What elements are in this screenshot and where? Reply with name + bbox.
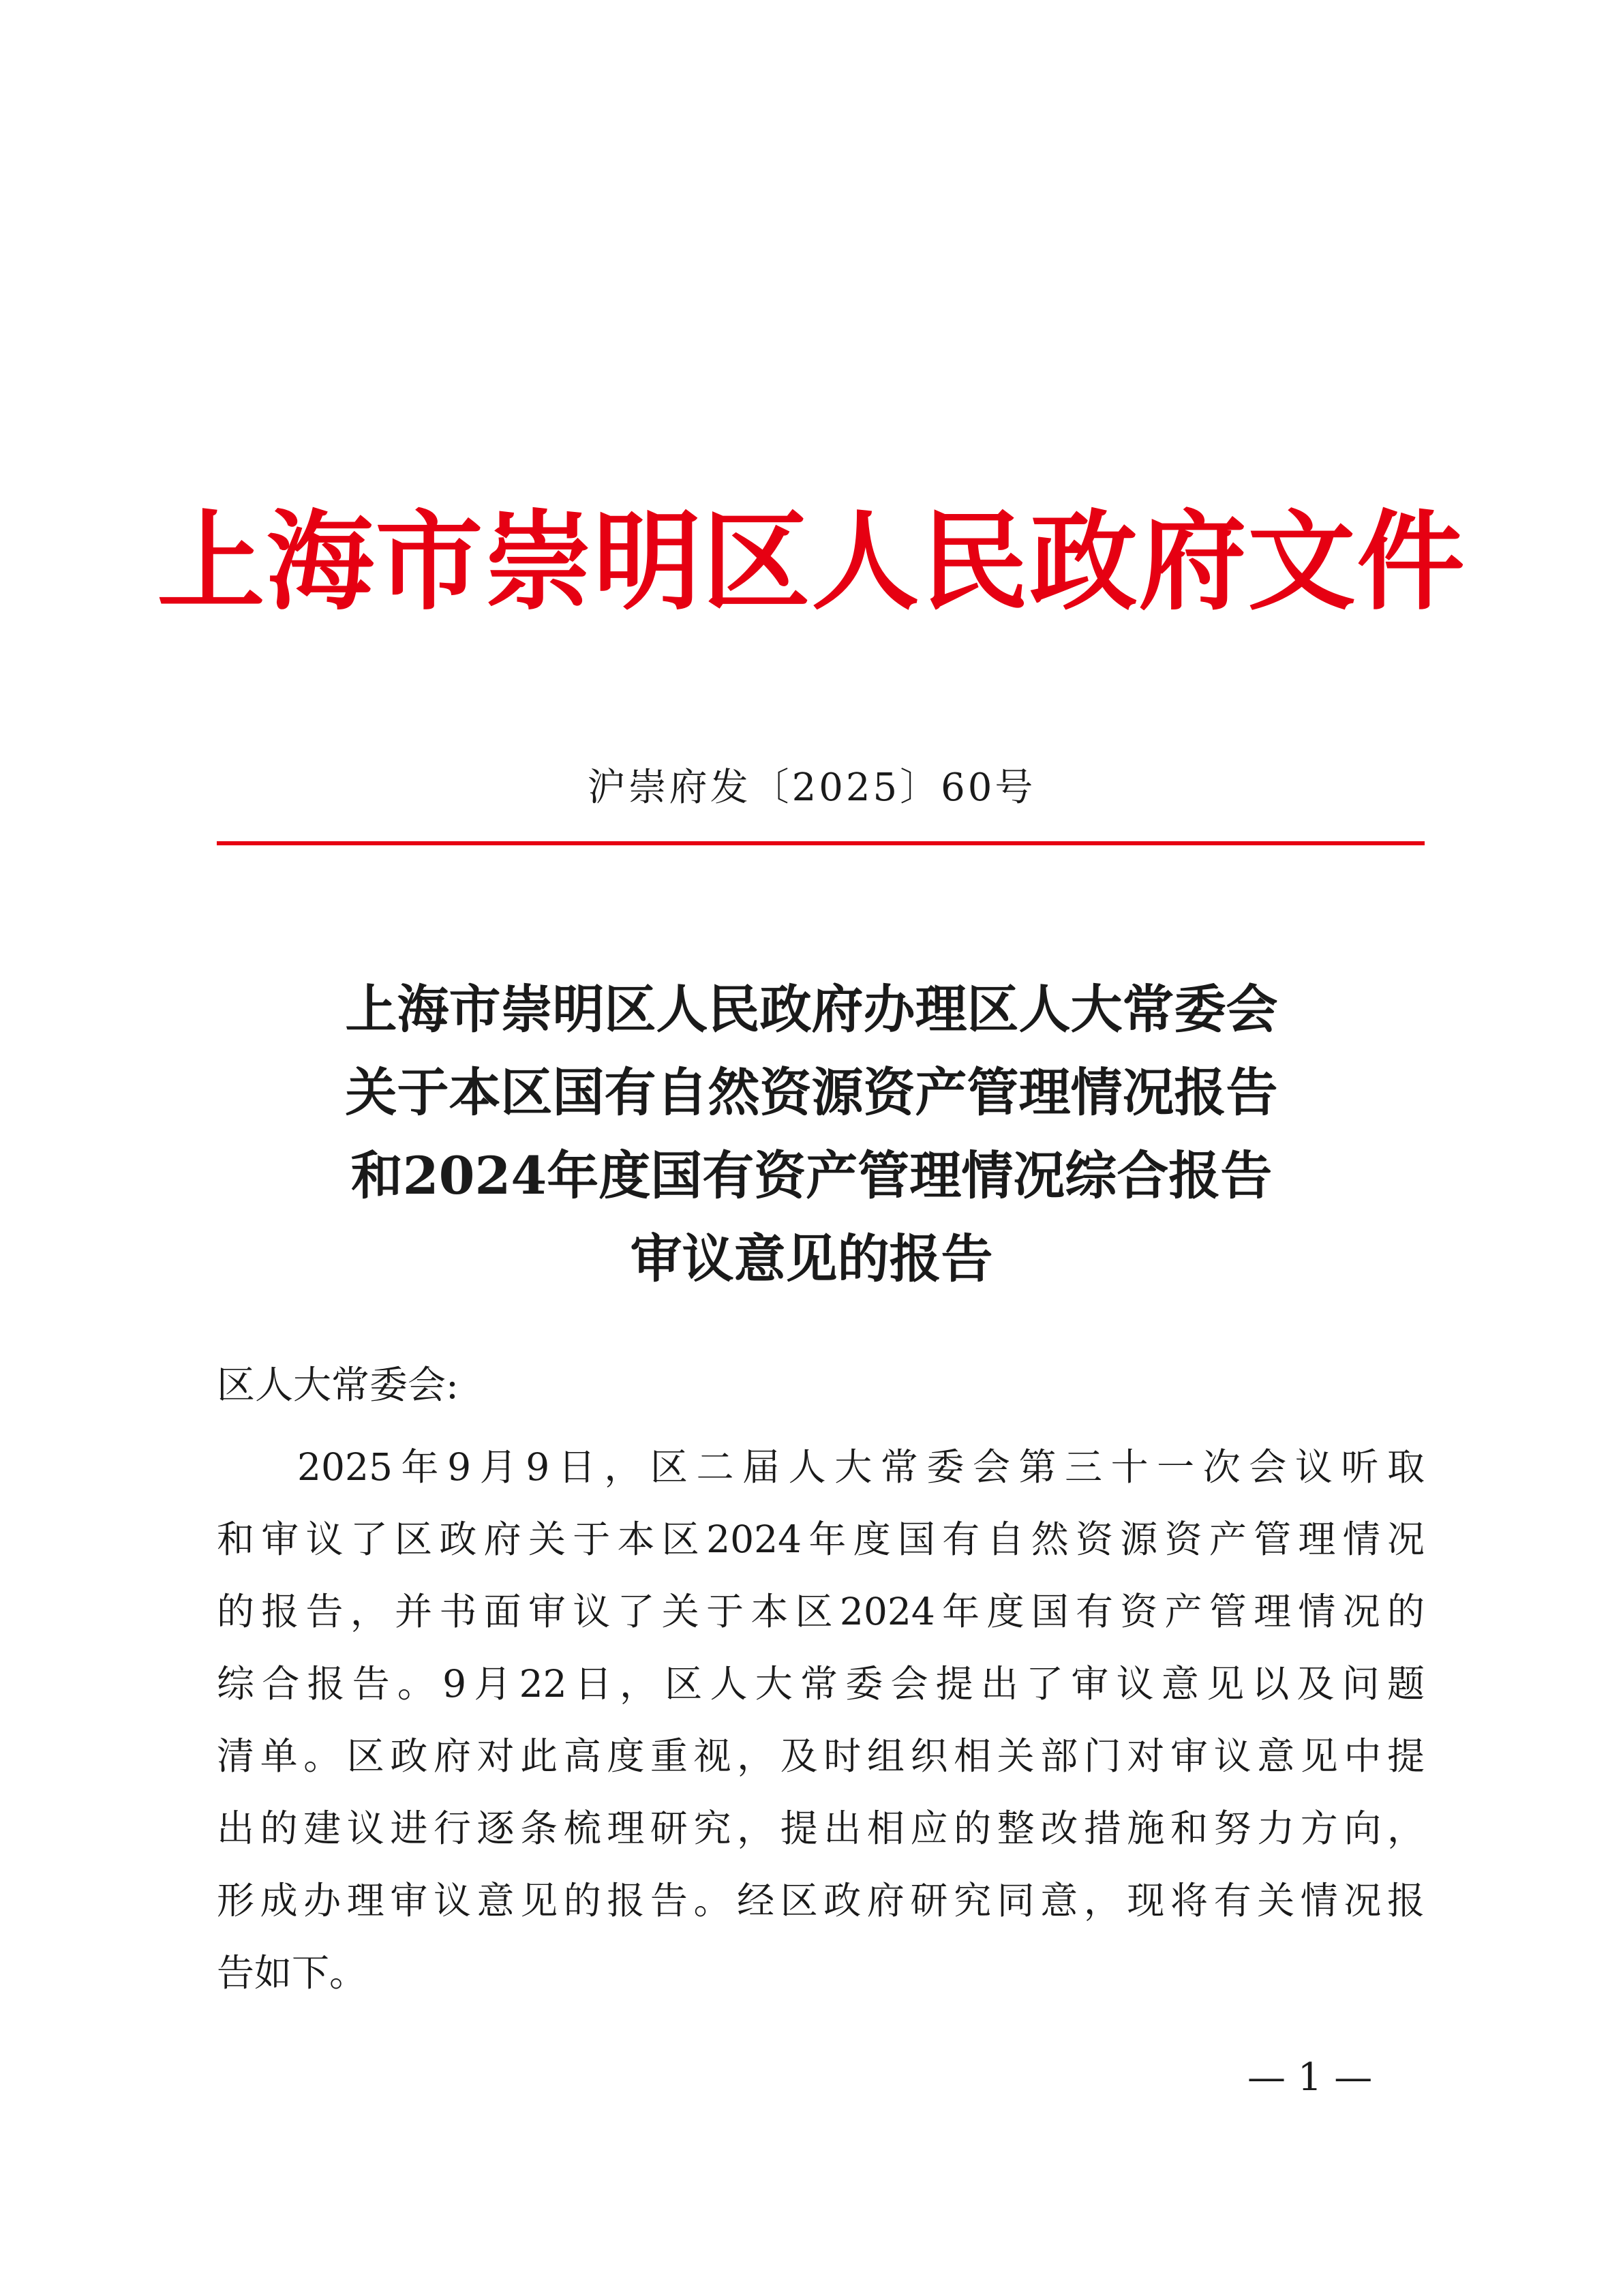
body-line: 清单。区政府对此高度重视，及时组织相关部门对审议意见中提 <box>217 1734 1425 1778</box>
title-line: 上海市崇明区人民政府办理区人大常委会 <box>345 979 1278 1040</box>
title-line: 审议意见的报告 <box>630 1228 993 1289</box>
title-line: 关于本区国有自然资源资产管理情况报告 <box>345 1062 1278 1123</box>
body-line: 的报告，并书面审议了关于本区2024年度国有资产管理情况的 <box>217 1590 1425 1633</box>
body-line: 2025年9月9日，区二届人大常委会第三十一次会议听取 <box>297 1445 1425 1489</box>
body-line: 形成办理审议意见的报告。经区政府研究同意，现将有关情况报 <box>217 1879 1425 1922</box>
red-divider-line <box>217 841 1425 845</box>
body-paragraph <box>217 1431 1425 2009</box>
document-number: 沪崇府发〔2025〕60号 <box>587 766 1036 810</box>
page-number: — 1 — <box>1247 2055 1373 2100</box>
document-masthead: 上海市崇明区人民政府文件 <box>157 499 1466 625</box>
body-line: 出的建议进行逐条梳理研究，提出相应的整改措施和努力方向， <box>217 1807 1425 1850</box>
body-line: 告如下。 <box>217 1951 367 1995</box>
body-line: 综合报告。9月22日，区人大常委会提出了审议意见以及问题 <box>217 1662 1425 1706</box>
document-title <box>0 968 1623 1301</box>
body-line: 和审议了区政府关于本区2024年度国有自然资源资产管理情况 <box>217 1517 1425 1561</box>
title-line: 和2024年度国有资产管理情况综合报告 <box>350 1145 1273 1206</box>
salutation: 区人大常委会: <box>217 1363 459 1408</box>
